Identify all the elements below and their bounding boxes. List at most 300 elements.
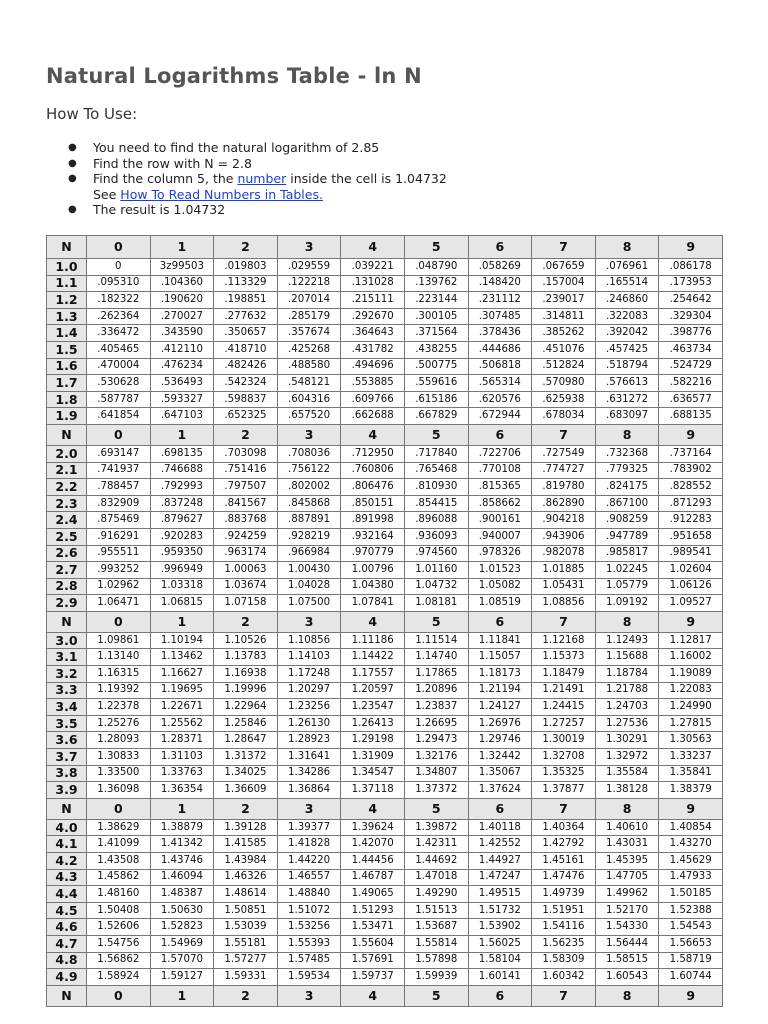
table-cell: 1.10526 <box>214 632 278 649</box>
table-cell: .727549 <box>532 445 596 462</box>
table-cell: 1.29746 <box>468 732 532 749</box>
table-cell: .254642 <box>659 292 723 309</box>
table-cell: 1.39128 <box>214 819 278 836</box>
table-cell: 1.54330 <box>595 919 659 936</box>
table-cell: .536493 <box>150 375 214 392</box>
row-label-n: 1.6 <box>47 358 87 375</box>
number-link[interactable]: number <box>237 171 287 187</box>
row-label-n: 2.4 <box>47 512 87 529</box>
table-cell: .582216 <box>659 375 723 392</box>
column-header-n: N <box>47 611 87 632</box>
table-cell: .239017 <box>532 292 596 309</box>
column-header: 8 <box>595 424 659 445</box>
table-cell: 1.37877 <box>532 782 596 799</box>
table-cell: .951658 <box>659 528 723 545</box>
table-cell: 1.47705 <box>595 869 659 886</box>
table-cell: 1.50408 <box>87 902 151 919</box>
table-cell: .357674 <box>277 325 341 342</box>
table-cell: .157004 <box>532 275 596 292</box>
table-cell: 1.44692 <box>404 853 468 870</box>
table-cell: .182322 <box>87 292 151 309</box>
table-cell: 1.41828 <box>277 836 341 853</box>
table-cell: 1.36098 <box>87 782 151 799</box>
table-cell: 1.43984 <box>214 853 278 870</box>
row-label-n: 1.1 <box>47 275 87 292</box>
table-cell: .190620 <box>150 292 214 309</box>
table-cell: .854415 <box>404 495 468 512</box>
column-header: 0 <box>87 611 151 632</box>
column-header: 1 <box>150 798 214 819</box>
column-header: 3 <box>277 798 341 819</box>
table-cell: .879627 <box>150 512 214 529</box>
table-cell: 1.39377 <box>277 819 341 836</box>
table-cell: .385262 <box>532 325 596 342</box>
table-cell: 1.22671 <box>150 699 214 716</box>
table-cell: 1.50851 <box>214 902 278 919</box>
table-cell: 1.54969 <box>150 935 214 952</box>
step-text: inside the cell is 1.04732 <box>286 171 447 187</box>
table-cell: 1.42311 <box>404 836 468 853</box>
table-cell: .858662 <box>468 495 532 512</box>
table-cell: .364643 <box>341 325 405 342</box>
column-header: 0 <box>87 985 151 1006</box>
table-cell: 1.08856 <box>532 595 596 612</box>
table-cell: 1.20297 <box>277 682 341 699</box>
row-label-n: 1.9 <box>47 408 87 425</box>
table-cell: 1.32176 <box>404 749 468 766</box>
table-cell: 1.38379 <box>659 782 723 799</box>
table-cell: 1.01160 <box>404 562 468 579</box>
table-cell: .652325 <box>214 408 278 425</box>
table-cell: .828552 <box>659 479 723 496</box>
table-cell: 1.48840 <box>277 886 341 903</box>
column-header: 4 <box>341 985 405 1006</box>
table-cell: 1.45629 <box>659 853 723 870</box>
table-cell: 1.31103 <box>150 749 214 766</box>
table-cell: .756122 <box>277 462 341 479</box>
column-header: 4 <box>341 424 405 445</box>
column-header: 8 <box>595 611 659 632</box>
table-cell: .343590 <box>150 325 214 342</box>
table-cell: 1.29473 <box>404 732 468 749</box>
table-cell: 1.58515 <box>595 952 659 969</box>
table-cell: .553885 <box>341 375 405 392</box>
table-row <box>47 292 723 309</box>
table-cell: 1.47476 <box>532 869 596 886</box>
read-numbers-link[interactable]: How To Read Numbers in Tables. <box>120 186 323 202</box>
table-cell: 1.41099 <box>87 836 151 853</box>
table-row <box>47 512 723 529</box>
row-label-n: 3.5 <box>47 715 87 732</box>
table-row <box>47 649 723 666</box>
table-cell: 1.24127 <box>468 699 532 716</box>
list-item <box>46 140 726 156</box>
table-cell: .703098 <box>214 445 278 462</box>
table-row <box>47 969 723 986</box>
table-cell: .392042 <box>595 325 659 342</box>
table-cell: .378436 <box>468 325 532 342</box>
bullet-icon: ● <box>68 142 77 153</box>
table-cell: 1.14422 <box>341 649 405 666</box>
table-cell: .322083 <box>595 308 659 325</box>
table-cell: 1.49290 <box>404 886 468 903</box>
column-header: 1 <box>150 236 214 259</box>
table-cell: 1.03674 <box>214 578 278 595</box>
table-cell: 1.08519 <box>468 595 532 612</box>
table-row <box>47 782 723 799</box>
bullet-icon: ● <box>68 173 77 185</box>
table-cell: 1.30833 <box>87 749 151 766</box>
table-cell: .139762 <box>404 275 468 292</box>
table-cell: .231112 <box>468 292 532 309</box>
table-cell: 1.21491 <box>532 682 596 699</box>
table-cell: .329304 <box>659 308 723 325</box>
table-row <box>47 479 723 496</box>
table-cell: .631272 <box>595 391 659 408</box>
table-cell: 1.47018 <box>404 869 468 886</box>
table-cell: 1.03318 <box>150 578 214 595</box>
column-header: 2 <box>214 798 278 819</box>
table-row <box>47 919 723 936</box>
table-cell: 1.26976 <box>468 715 532 732</box>
table-cell: .451076 <box>532 341 596 358</box>
column-header: 0 <box>87 236 151 259</box>
column-header: 5 <box>404 985 468 1006</box>
table-cell: 1.07158 <box>214 595 278 612</box>
table-cell: 1.45395 <box>595 853 659 870</box>
table-cell: 1.49515 <box>468 886 532 903</box>
table-cell: 1.30563 <box>659 732 723 749</box>
table-cell: .530628 <box>87 375 151 392</box>
table-cell: .405465 <box>87 341 151 358</box>
table-cell: .837248 <box>150 495 214 512</box>
table-header-row <box>47 798 723 819</box>
table-cell: 1.16938 <box>214 666 278 683</box>
table-cell: 1.06815 <box>150 595 214 612</box>
table-cell: 1.50630 <box>150 902 214 919</box>
table-header-row <box>47 236 723 259</box>
table-cell: 1.19392 <box>87 682 151 699</box>
table-cell: 1.43031 <box>595 836 659 853</box>
column-header: 6 <box>468 424 532 445</box>
table-row <box>47 445 723 462</box>
table-cell: 1.50185 <box>659 886 723 903</box>
table-cell: 1.47247 <box>468 869 532 886</box>
table-cell: 1.23547 <box>341 699 405 716</box>
table-cell: .587787 <box>87 391 151 408</box>
table-cell: 1.13462 <box>150 649 214 666</box>
table-row <box>47 682 723 699</box>
table-cell: .667829 <box>404 408 468 425</box>
table-cell: .398776 <box>659 325 723 342</box>
table-cell: 1.56653 <box>659 935 723 952</box>
table-cell: .765468 <box>404 462 468 479</box>
table-cell: .783902 <box>659 462 723 479</box>
table-cell: 1.14740 <box>404 649 468 666</box>
table-cell: 1.13140 <box>87 649 151 666</box>
table-cell: 1.57898 <box>404 952 468 969</box>
table-cell: .974560 <box>404 545 468 562</box>
table-cell: 1.39872 <box>404 819 468 836</box>
row-label-n: 1.5 <box>47 341 87 358</box>
row-label-n: 4.7 <box>47 935 87 952</box>
table-cell: .494696 <box>341 358 405 375</box>
table-cell: 1.21788 <box>595 682 659 699</box>
table-cell: .770108 <box>468 462 532 479</box>
table-cell: 1.44456 <box>341 853 405 870</box>
table-cell: 1.22964 <box>214 699 278 716</box>
table-cell: .488580 <box>277 358 341 375</box>
table-cell: .688135 <box>659 408 723 425</box>
table-cell: .131028 <box>341 275 405 292</box>
table-cell: .438255 <box>404 341 468 358</box>
table-cell: 1.59939 <box>404 969 468 986</box>
table-cell: 1.00796 <box>341 562 405 579</box>
row-label-n: 4.5 <box>47 902 87 919</box>
table-cell: .657520 <box>277 408 341 425</box>
table-cell: .270027 <box>150 308 214 325</box>
table-header-row <box>47 985 723 1006</box>
table-cell: 1.56444 <box>595 935 659 952</box>
table-cell: .802002 <box>277 479 341 496</box>
table-cell: 1.48160 <box>87 886 151 903</box>
row-label-n: 3.7 <box>47 749 87 766</box>
table-cell: .908259 <box>595 512 659 529</box>
table-cell: 1.53039 <box>214 919 278 936</box>
table-cell: 1.10194 <box>150 632 214 649</box>
table-cell: .916291 <box>87 528 151 545</box>
table-cell: 1.08181 <box>404 595 468 612</box>
table-cell: 1.40364 <box>532 819 596 836</box>
table-cell: .722706 <box>468 445 532 462</box>
table-cell: .959350 <box>150 545 214 562</box>
column-header: 7 <box>532 798 596 819</box>
table-cell: .932164 <box>341 528 405 545</box>
table-cell: 1.20597 <box>341 682 405 699</box>
table-cell: .867100 <box>595 495 659 512</box>
table-cell: .970779 <box>341 545 405 562</box>
table-cell: 1.15373 <box>532 649 596 666</box>
table-cell: 1.15057 <box>468 649 532 666</box>
table-cell: 1.27536 <box>595 715 659 732</box>
table-cell: .512824 <box>532 358 596 375</box>
table-cell: .048790 <box>404 259 468 276</box>
table-cell: 1.17557 <box>341 666 405 683</box>
table-cell: .350657 <box>214 325 278 342</box>
table-cell: 1.36864 <box>277 782 341 799</box>
column-header: 4 <box>341 611 405 632</box>
table-cell: 1.33237 <box>659 749 723 766</box>
table-cell: 1.24990 <box>659 699 723 716</box>
table-cell: 1.31372 <box>214 749 278 766</box>
table-cell: .887891 <box>277 512 341 529</box>
table-cell: .609766 <box>341 391 405 408</box>
column-header: 4 <box>341 236 405 259</box>
table-cell: 1.55393 <box>277 935 341 952</box>
table-cell: .662688 <box>341 408 405 425</box>
table-cell: .900161 <box>468 512 532 529</box>
table-cell: 1.38128 <box>595 782 659 799</box>
table-cell: 1.07500 <box>277 595 341 612</box>
column-header: 9 <box>659 798 723 819</box>
table-cell: 1.52823 <box>150 919 214 936</box>
row-label-n: 1.0 <box>47 259 87 276</box>
table-cell: 1.57277 <box>214 952 278 969</box>
table-row <box>47 715 723 732</box>
table-cell: 1.35584 <box>595 765 659 782</box>
table-cell: 1.09527 <box>659 595 723 612</box>
row-label-n: 1.8 <box>47 391 87 408</box>
row-label-n: 2.6 <box>47 545 87 562</box>
table-cell: 1.27257 <box>532 715 596 732</box>
table-row <box>47 853 723 870</box>
table-cell: 1.49739 <box>532 886 596 903</box>
table-cell: 1.31641 <box>277 749 341 766</box>
table-cell: 1.06471 <box>87 595 151 612</box>
table-row <box>47 408 723 425</box>
table-cell: 1.58924 <box>87 969 151 986</box>
column-header: 6 <box>468 236 532 259</box>
table-cell: .524729 <box>659 358 723 375</box>
table-cell: 1.04732 <box>404 578 468 595</box>
table-cell: .928219 <box>277 528 341 545</box>
table-row <box>47 545 723 562</box>
table-cell: .985817 <box>595 545 659 562</box>
table-cell: 1.18479 <box>532 666 596 683</box>
list-item <box>46 156 726 172</box>
table-cell: 1.32972 <box>595 749 659 766</box>
table-cell: 1.47933 <box>659 869 723 886</box>
table-row <box>47 595 723 612</box>
table-cell: .307485 <box>468 308 532 325</box>
table-cell: 1.54543 <box>659 919 723 936</box>
table-cell: 1.51951 <box>532 902 596 919</box>
table-cell: 1.52170 <box>595 902 659 919</box>
table-cell: 1.58309 <box>532 952 596 969</box>
table-cell: 1.09861 <box>87 632 151 649</box>
row-label-n: 3.2 <box>47 666 87 683</box>
column-header: 3 <box>277 611 341 632</box>
column-header: 8 <box>595 798 659 819</box>
column-header: 2 <box>214 611 278 632</box>
table-cell: 1.25276 <box>87 715 151 732</box>
table-cell: .741937 <box>87 462 151 479</box>
row-label-n: 4.9 <box>47 969 87 986</box>
column-header: 3 <box>277 236 341 259</box>
row-label-n: 1.4 <box>47 325 87 342</box>
list-item <box>46 202 726 218</box>
table-cell: 1.33763 <box>150 765 214 782</box>
bullet-icon: ● <box>68 157 77 169</box>
table-cell: 1.02962 <box>87 578 151 595</box>
table-row <box>47 259 723 276</box>
table-cell: .737164 <box>659 445 723 462</box>
table-row <box>47 902 723 919</box>
table-cell: .732368 <box>595 445 659 462</box>
row-label-n: 1.3 <box>47 308 87 325</box>
table-cell: 1.12168 <box>532 632 596 649</box>
row-label-n: 3.0 <box>47 632 87 649</box>
column-header: 3 <box>277 424 341 445</box>
column-header: 6 <box>468 985 532 1006</box>
table-cell: .300105 <box>404 308 468 325</box>
table-cell: 1.45862 <box>87 869 151 886</box>
column-header: 7 <box>532 611 596 632</box>
table-cell: 1.24703 <box>595 699 659 716</box>
row-label-n: 4.6 <box>47 919 87 936</box>
table-cell: 1.46094 <box>150 869 214 886</box>
bullet-icon: ● <box>68 204 77 216</box>
row-label-n: 1.7 <box>47 375 87 392</box>
table-cell: 1.53471 <box>341 919 405 936</box>
table-cell: .845868 <box>277 495 341 512</box>
column-header: 7 <box>532 985 596 1006</box>
table-cell: 1.58104 <box>468 952 532 969</box>
table-cell: 1.12493 <box>595 632 659 649</box>
table-cell: 1.59331 <box>214 969 278 986</box>
table-cell: 1.52388 <box>659 902 723 919</box>
table-cell: 1.30019 <box>532 732 596 749</box>
table-row <box>47 886 723 903</box>
table-row <box>47 632 723 649</box>
row-label-n: 2.9 <box>47 595 87 612</box>
row-label-n: 3.3 <box>47 682 87 699</box>
row-label-n: 2.1 <box>47 462 87 479</box>
table-cell: 1.37624 <box>468 782 532 799</box>
how-to-use-list <box>46 140 726 218</box>
table-cell: .292670 <box>341 308 405 325</box>
row-label-n: 1.2 <box>47 292 87 309</box>
table-cell: 1.34286 <box>277 765 341 782</box>
table-cell: 1.51293 <box>341 902 405 919</box>
row-label-n: 4.2 <box>47 853 87 870</box>
table-cell: .165514 <box>595 275 659 292</box>
table-cell: 1.05082 <box>468 578 532 595</box>
table-cell: 1.35325 <box>532 765 596 782</box>
table-cell: 1.28093 <box>87 732 151 749</box>
column-header: 5 <box>404 611 468 632</box>
table-cell: .604316 <box>277 391 341 408</box>
column-header: 1 <box>150 424 214 445</box>
table-cell: 1.32442 <box>468 749 532 766</box>
table-cell: .641854 <box>87 408 151 425</box>
column-header: 9 <box>659 424 723 445</box>
table-row <box>47 325 723 342</box>
row-label-n: 3.4 <box>47 699 87 716</box>
table-cell: 1.51513 <box>404 902 468 919</box>
table-cell: .708036 <box>277 445 341 462</box>
table-cell: .936093 <box>404 528 468 545</box>
table-cell: 1.11514 <box>404 632 468 649</box>
table-cell: .896088 <box>404 512 468 529</box>
table-cell: 1.42792 <box>532 836 596 853</box>
table-cell: 1.01885 <box>532 562 596 579</box>
table-cell: .122218 <box>277 275 341 292</box>
table-cell: 1.25562 <box>150 715 214 732</box>
table-cell: .693147 <box>87 445 151 462</box>
table-row <box>47 732 723 749</box>
column-header-n: N <box>47 798 87 819</box>
table-header-row <box>47 611 723 632</box>
table-row <box>47 275 723 292</box>
table-cell: 1.35841 <box>659 765 723 782</box>
table-row <box>47 819 723 836</box>
table-cell: .215111 <box>341 292 405 309</box>
table-cell: .978326 <box>468 545 532 562</box>
row-label-n: 2.3 <box>47 495 87 512</box>
table-cell: 1.18173 <box>468 666 532 683</box>
table-cell: 1.01523 <box>468 562 532 579</box>
